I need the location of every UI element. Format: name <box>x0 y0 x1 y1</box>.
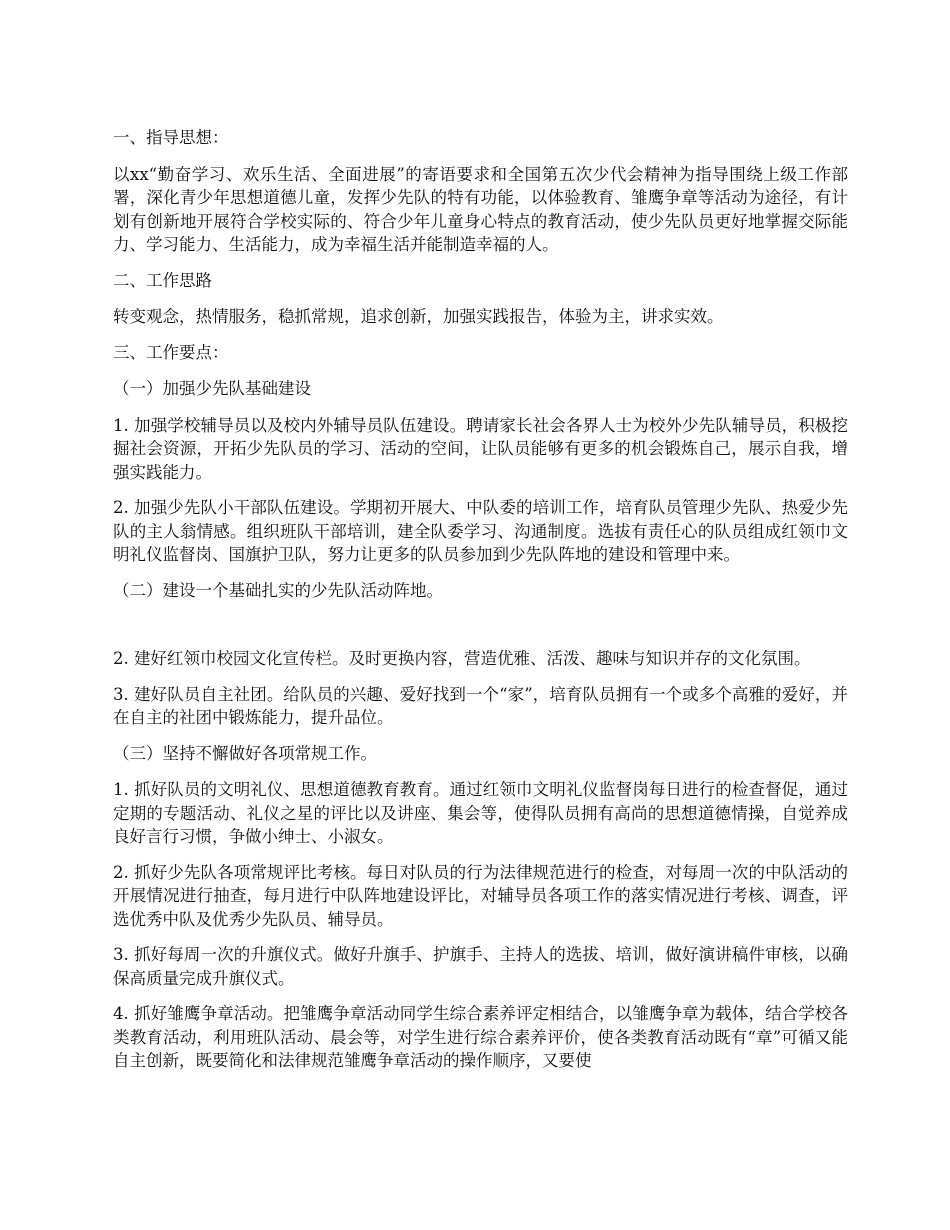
paragraph-item-clubs: 3. 建好队员自主社团。给队员的兴趣、爱好找到一个“家”，培育队员拥有一个或多个高雅的爱好，并在自主的社团中锻炼能力，提升品位。 <box>113 684 848 727</box>
document-page <box>113 126 848 1085</box>
paragraph-item-badge-activity: 4. 抓好雏鹰争章活动。把雏鹰争章活动同学生综合素养评定相结合，以雏鹰争章为载体，结合学校各类教育活动，利用班队活动、晨会等，对学生进行综合素养评价，使各类教育活动既有“章”可循又能自主创新，既要简化和法律规范雏鹰争章活动的操作顺序，又要使 <box>113 1004 848 1070</box>
section-heading-work-approach: 二、工作思路 <box>113 270 212 290</box>
paragraph-item-etiquette: 1. 抓好队员的文明礼仪、思想道德教育教育。通过红领巾文明礼仪监督岗每日进行的检查督促，通过定期的专题活动、礼仪之星的评比以及讲座、集会等，使得队员拥有高尚的思想道德情操，自觉养成良好言行习惯，争做小绅士、小淑女。 <box>113 780 848 846</box>
subheading-foundation: （一）加强少先队基础建设 <box>113 379 311 398</box>
subheading-activity-base: （二）建设一个基础扎实的少先队活动阵地。 <box>113 580 443 600</box>
subheading-routine-work: （三）坚持不懈做好各项常规工作。 <box>113 743 377 763</box>
paragraph-item-flag-ceremony: 3. 抓好每周一次的升旗仪式。做好升旗手、护旗手、主持人的选拔、培训，做好演讲稿件审核，以确保高质量完成升旗仪式。 <box>113 945 848 988</box>
paragraph-work-approach: 转变观念，热情服务，稳抓常规，追求创新，加强实践报告，体验为主，讲求实效。 <box>113 307 724 326</box>
paragraph-item-counselors: 1. 加强学校辅导员以及校内外辅导员队伍建设。聘请家长社会各界人士为校外少先队辅导员，积极挖掘社会资源，开拓少先队员的学习、活动的空间，让队员能够有更多的机会锻炼自己，展示自我，增强实践能力。 <box>113 415 848 482</box>
paragraph-item-bulletin: 2. 建好红领巾校园文化宣传栏。及时更换内容，营造优雅、活泼、趣味与知识并存的文化氛围。 <box>113 649 811 668</box>
paragraph-item-evaluation: 2. 抓好少先队各项常规评比考核。每日对队员的行为法律规范进行的检查，对每周一次的中队活动的开展情况进行抽查，每月进行中队阵地建设评比，对辅导员各项工作的落实情况进行考核、调查，评选优秀中队及优秀少先队员、辅导员。 <box>113 862 848 929</box>
paragraph-guiding-thought: 以xx“勤奋学习、欢乐生活、全面进展”的寄语要求和全国第五次少代会精神为指导围绕上级工作部署，深化青少年思想道德儿童，发挥少先队的特有功能，以体验教育、雏鹰争章等活动为途径，有计划有创新地开展符合学校实际的、符合少年儿童身心特点的教育活动，使少先队员更好地掌握交际能力、学习能力、生活能力，成为幸福生活并能制造幸福的人。 <box>113 164 848 254</box>
section-heading-work-points: 三、工作要点： <box>113 342 229 362</box>
section-heading-guiding-thought: 一、指导思想： <box>113 128 229 147</box>
paragraph-item-cadres: 2. 加强少先队小干部队伍建设。学期初开展大、中队委的培训工作，培育队员管理少先队、热爱少先队的主人翁情感。组织班队干部培训，建全队委学习、沟通制度。选拔有责任心的队员组成红领巾文明礼仪监督岗、国旗护卫队，努力让更多的队员参加到少先队阵地的建设和管理中来。 <box>113 498 848 564</box>
blank-gap <box>113 615 848 647</box>
